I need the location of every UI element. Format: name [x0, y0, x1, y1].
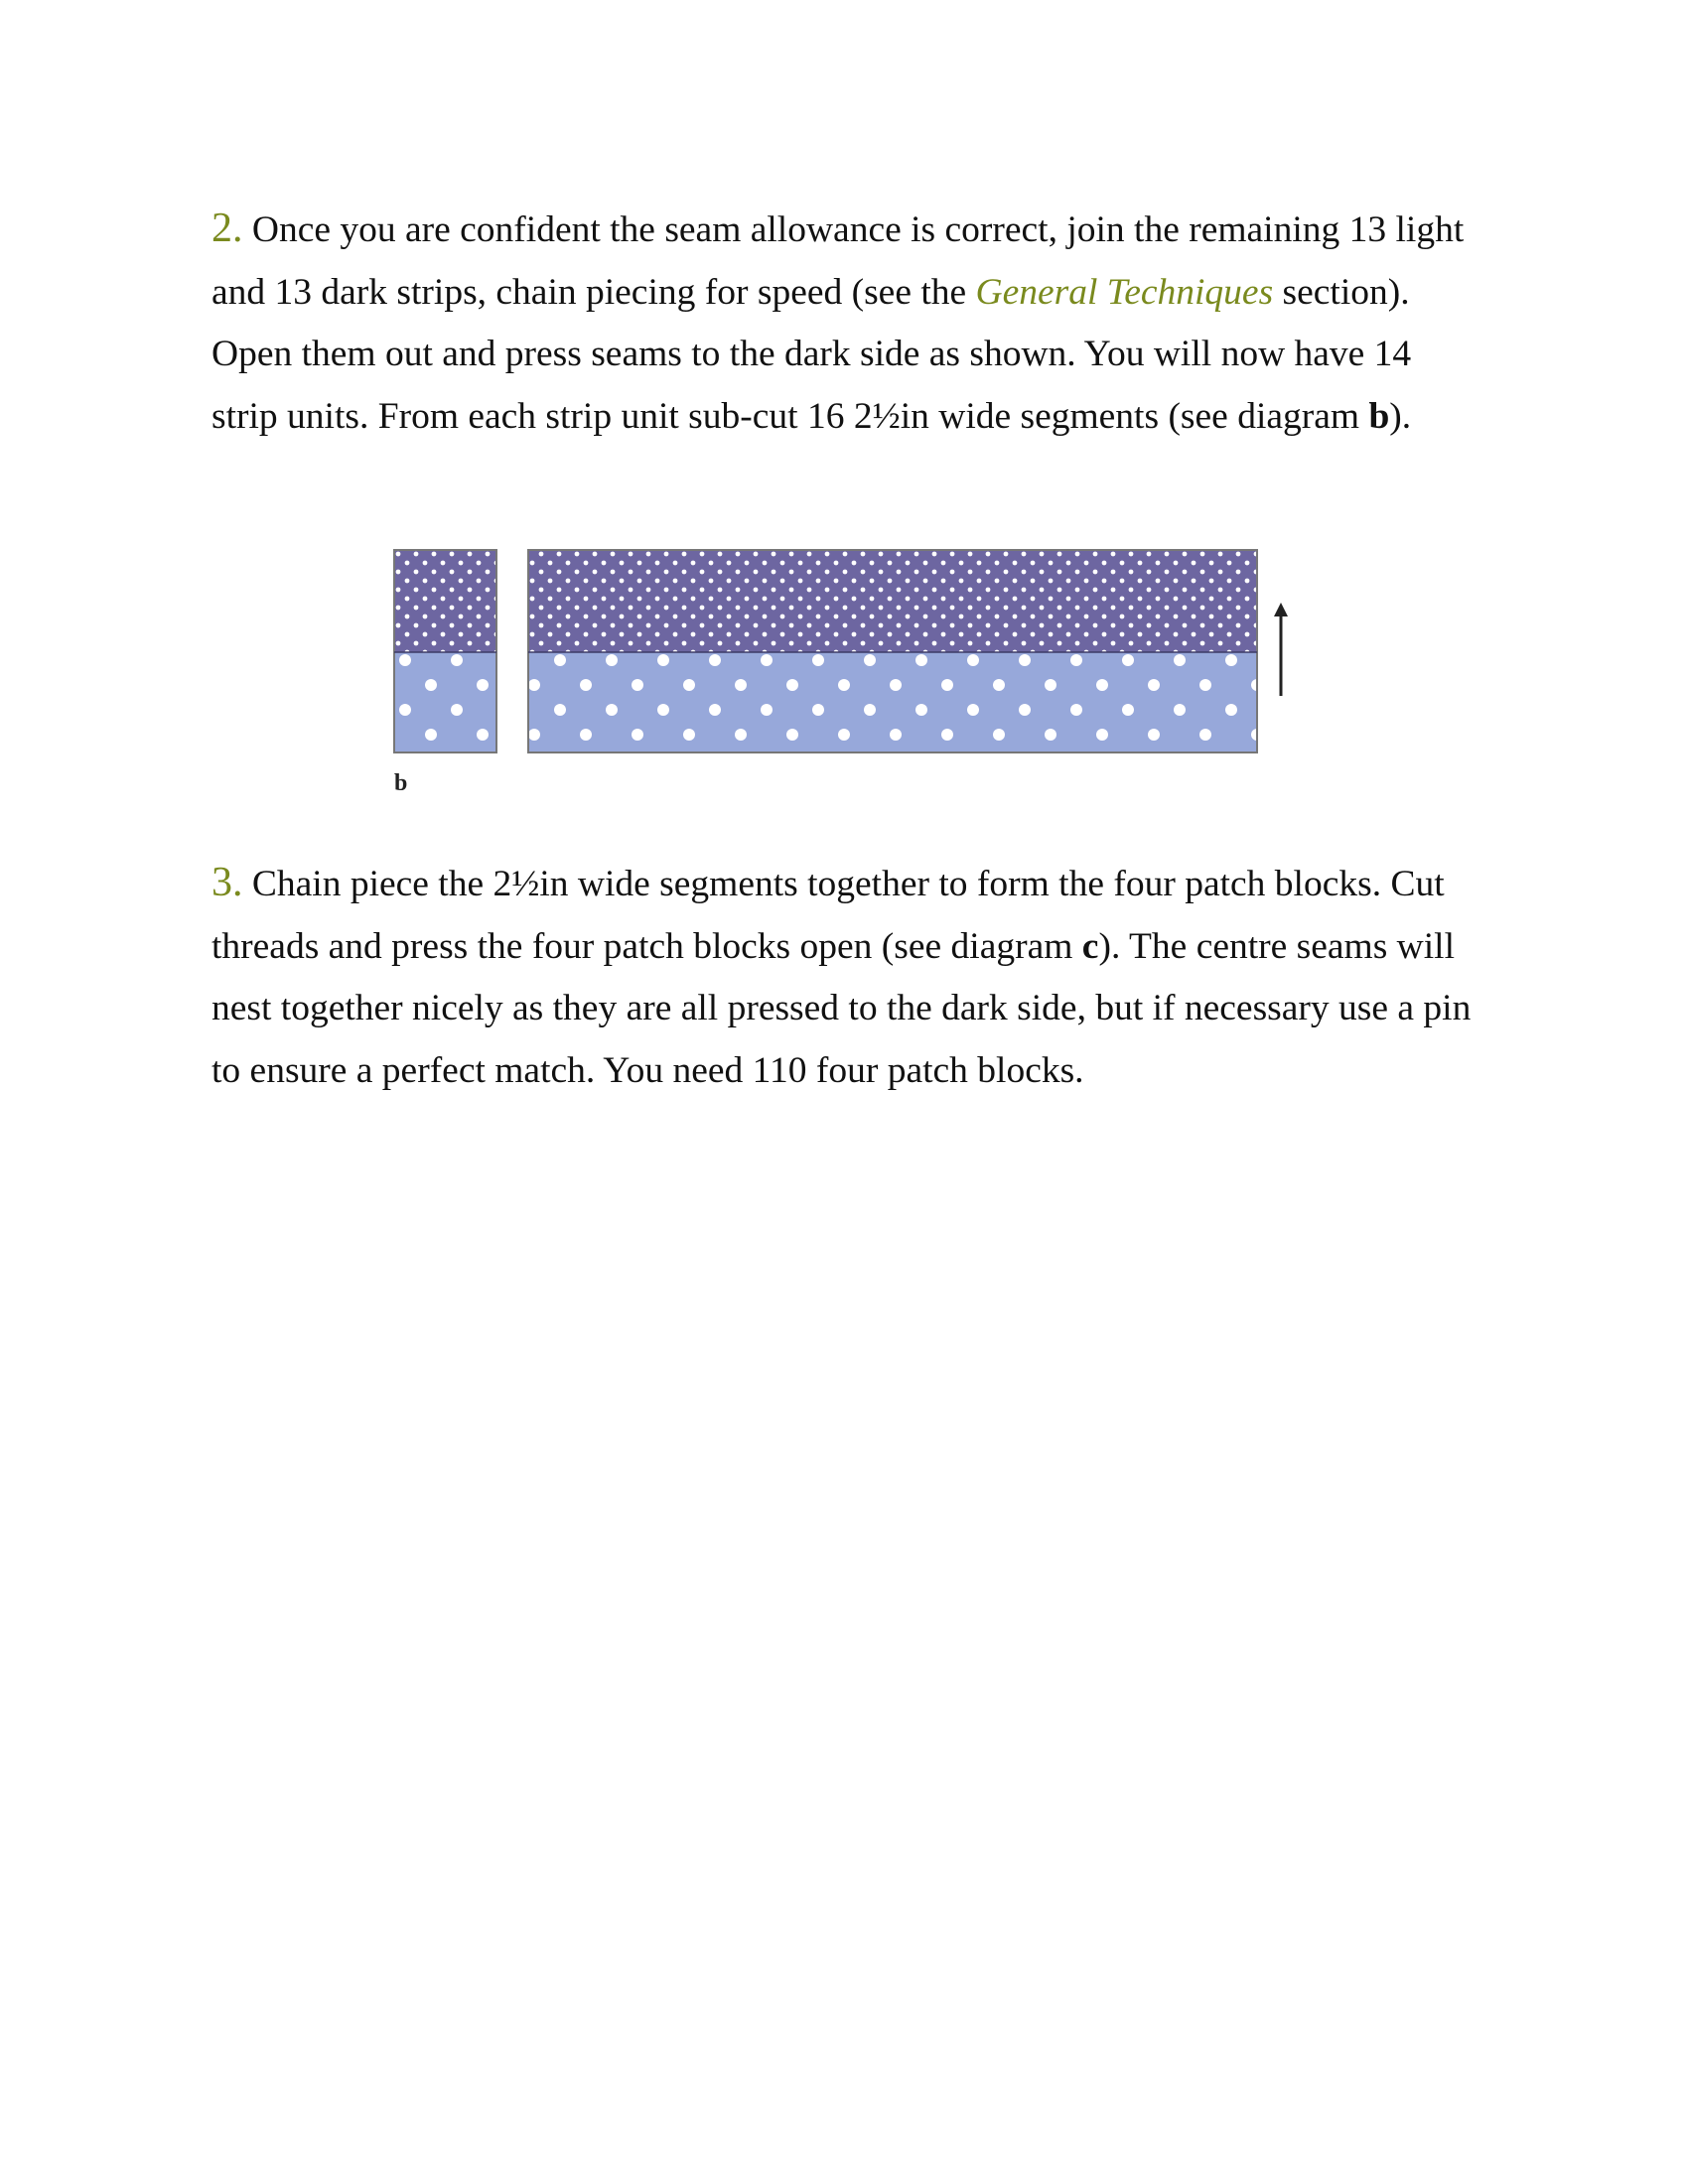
- arrow-up-icon: [1274, 603, 1288, 696]
- diagram-b-label: b: [394, 770, 408, 796]
- step-2-text-b: section). Open them out and press seams to the dark side as shown. You will now have 14 strip units. From each strip unit sub-cut 16 2½in wide segments (see diagram: [211, 271, 1412, 437]
- step-3-paragraph: [211, 852, 1482, 1102]
- step-2-number: 2.: [211, 205, 243, 251]
- step-2-paragraph: [211, 198, 1482, 448]
- strip-dark-half: [528, 550, 1257, 652]
- diagram-b: [393, 549, 1307, 762]
- step-3-number: 3.: [211, 860, 243, 905]
- strip-unit: [528, 550, 1257, 752]
- segment-dark-half: [394, 550, 496, 652]
- diagram-c-ref: c: [1081, 925, 1099, 967]
- segment-light-half: [394, 652, 496, 752]
- step-3-text-b: ). The centre seams will nest together nicely as they are all pressed to the dark side, but if necessary use a pin to ensure a perfect match. You need 110 four patch blocks.: [211, 925, 1472, 1091]
- segment-piece: [394, 550, 496, 752]
- step-2-text-a: Once you are confident the seam allowance is correct, join the remaining 13 light and 13 dark strips, chain piecing for speed (see the: [211, 209, 1465, 313]
- step-2-closing: ).: [1389, 395, 1412, 437]
- strip-light-half: [528, 652, 1257, 752]
- step-3-text-a: Chain piece the 2½in wide segments together to form the four patch blocks. Cut threads and press the four patch blocks open (see diagram: [211, 864, 1445, 967]
- general-techniques-link[interactable]: General Techniques: [975, 271, 1274, 313]
- diagram-b-ref: b: [1368, 395, 1390, 437]
